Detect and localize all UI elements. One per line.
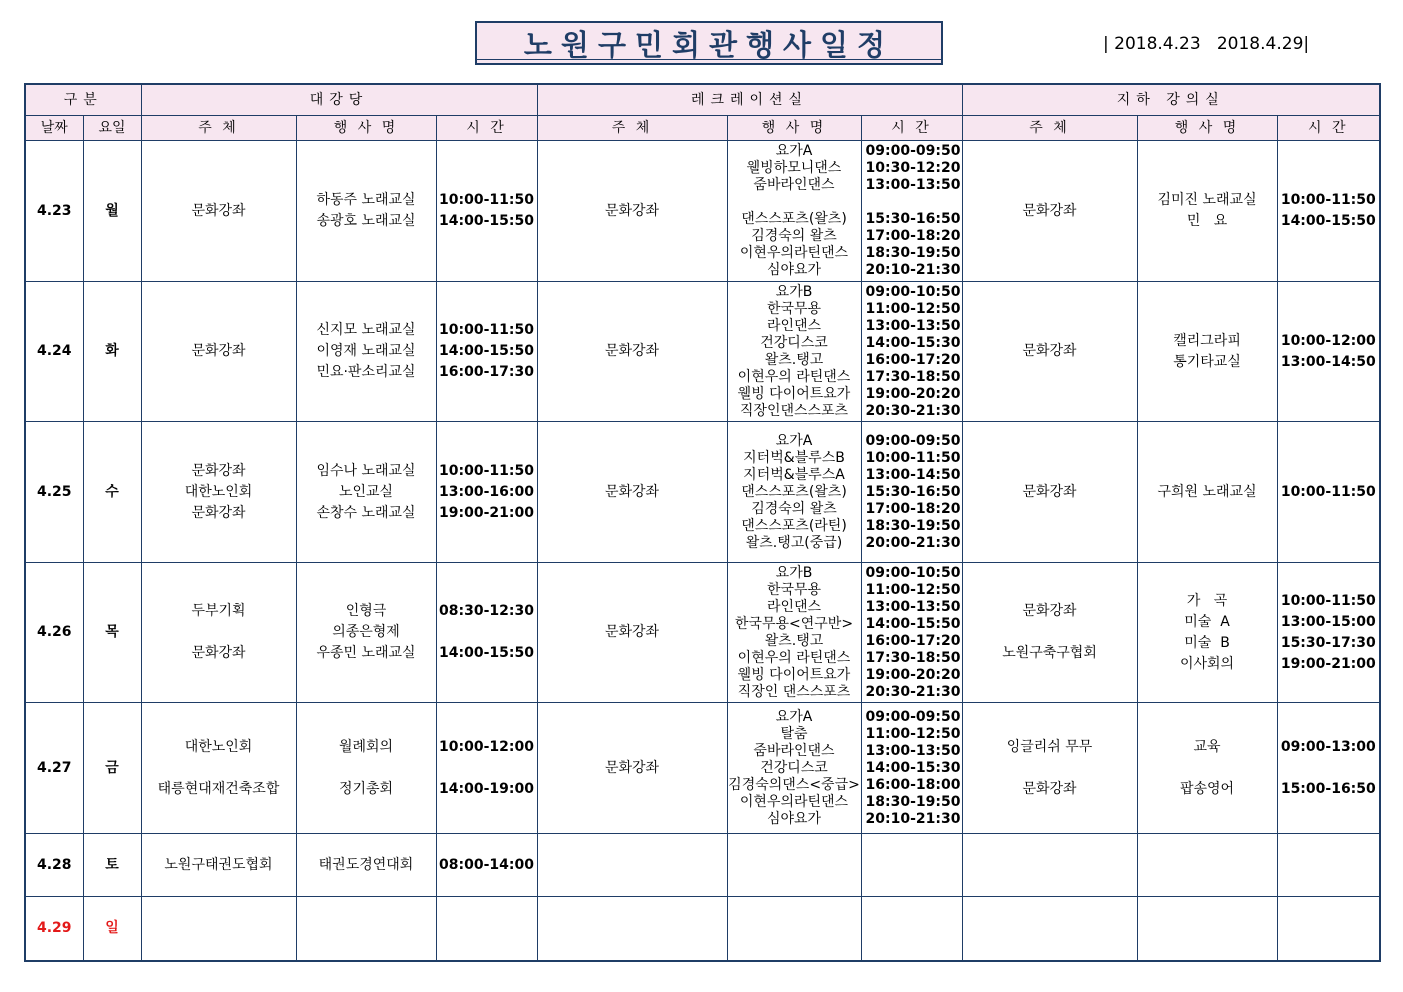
bas-event-line: 통기타교실 — [1173, 353, 1241, 370]
rec-host-line: 문화강좌 — [604, 759, 660, 776]
title-box — [475, 21, 943, 65]
rec-event-line: 지터벅&블루스A — [743, 466, 845, 483]
rec-time-line: 17:30-18:50 — [865, 368, 961, 385]
rec-time-line: 15:30-16:50 — [865, 211, 961, 227]
rec-event-line: 김경숙의댄스<중급> — [728, 776, 860, 793]
aud-time-cell — [436, 282, 537, 422]
weekday-cell: 화 — [83, 282, 141, 422]
rec-time-line: 14:00-15:50 — [865, 615, 961, 632]
aud-time-cell — [436, 897, 537, 961]
rec-time-line: 11:00-12:50 — [865, 300, 961, 317]
aud-event-line: 의종은형제 — [332, 624, 400, 640]
rec-event-line: 이현우의라틴댄스 — [739, 245, 849, 261]
aud-time-line: 14:00-15:50 — [439, 343, 534, 359]
aud-host-line: 대한노인회 — [184, 738, 253, 755]
rec-host-cell — [537, 141, 727, 282]
rec-time-line: 13:00-13:50 — [865, 598, 961, 615]
bas-time-cell — [1277, 422, 1380, 563]
aud-time-cell — [436, 141, 537, 282]
rec-time-line: 20:10-21:30 — [865, 810, 961, 827]
aud-event-line: 인형극 — [345, 603, 387, 619]
rec-host-cell — [537, 422, 727, 563]
rec-time-line: 10:00-11:50 — [865, 449, 961, 466]
rec-time-cell — [861, 897, 962, 961]
aud-time-line: 10:00-11:50 — [439, 192, 534, 208]
aud-event-line: 이영재 노래교실 — [316, 343, 416, 359]
aud-event-cell — [296, 703, 436, 834]
rec-event-line: 댄스스포츠(왈츠) — [741, 211, 847, 227]
aud-time-line: 08:00-14:00 — [439, 856, 534, 873]
bas-time-line: 19:00-21:00 — [1280, 655, 1376, 672]
schedule-body — [25, 141, 1380, 961]
bas-time-line: 10:00-11:50 — [1280, 483, 1376, 500]
rec-time-line: 18:30-19:50 — [865, 793, 961, 810]
bas-host-cell — [962, 282, 1137, 422]
rec-event-line: 웰빙하모니댄스 — [746, 160, 842, 176]
date-cell: 4.28 — [25, 834, 83, 897]
aud-event-cell — [296, 563, 436, 703]
aud-time-line: 08:30-12:30 — [439, 603, 534, 619]
rec-event-line: 줌바라인댄스 — [753, 177, 835, 193]
rec-event-line: 요가A — [775, 708, 813, 725]
aud-time-line: 19:00-21:00 — [439, 504, 534, 521]
aud-event-line: 노인교실 — [338, 483, 394, 500]
bas-event-cell — [1137, 282, 1277, 422]
header-rec-time: 시 간 — [861, 116, 962, 141]
aud-host-cell — [141, 834, 296, 897]
rec-event-line: 웰빙 다이어트요가 — [737, 666, 851, 683]
rec-time-line: 15:30-16:50 — [865, 483, 961, 500]
header-rec-host: 주 체 — [537, 116, 727, 141]
rec-event-cell — [727, 897, 861, 961]
rec-event-line: 건강디스코 — [760, 759, 828, 776]
header-aud-event: 행 사 명 — [296, 116, 436, 141]
page-title: 노원구민회관행사일정 — [523, 27, 895, 62]
rec-event-cell — [727, 282, 861, 422]
rec-event-cell — [727, 141, 861, 282]
rec-time-line: 09:00-09:50 — [865, 432, 961, 449]
rec-time-line: 14:00-15:30 — [865, 759, 961, 776]
bas-event-line: 미술 A — [1184, 613, 1230, 630]
bas-host-cell — [962, 141, 1137, 282]
schedule-row — [25, 703, 1380, 834]
bas-host-line: 문화강좌 — [1022, 603, 1077, 619]
rec-event-line: 요가A — [775, 143, 813, 159]
schedule-row — [25, 422, 1380, 563]
rec-event-cell — [727, 703, 861, 834]
aud-host-cell — [141, 141, 296, 282]
bas-time-line: 09:00-13:00 — [1280, 738, 1376, 755]
rec-event-cell — [727, 422, 861, 563]
aud-event-line: 민요·판소리교실 — [316, 364, 416, 380]
rec-host-cell — [537, 282, 727, 422]
date-cell: 4.26 — [25, 563, 83, 703]
bas-time-line: 13:00-15:00 — [1280, 613, 1376, 630]
bas-event-line: 가 곡 — [1186, 592, 1228, 609]
rec-event-line: 요가A — [775, 432, 813, 449]
aud-host-cell — [141, 897, 296, 961]
rec-time-line: 09:00-09:50 — [865, 143, 961, 159]
schedule-table — [24, 83, 1381, 962]
bas-event-line: 이사회의 — [1179, 655, 1235, 672]
bas-event-cell — [1137, 703, 1277, 834]
rec-time-line: 17:00-18:20 — [865, 500, 961, 517]
rec-time-line: 20:10-21:30 — [865, 262, 961, 278]
rec-event-line: 심야요가 — [766, 810, 822, 827]
date-range: | 2018.4.23 2018.4.29| — [1103, 34, 1310, 54]
rec-time-line: 13:00-13:50 — [865, 177, 961, 193]
aud-event-cell — [296, 141, 436, 282]
schedule-row — [25, 141, 1380, 282]
date-cell: 4.27 — [25, 703, 83, 834]
weekday-cell: 금 — [83, 703, 141, 834]
rec-time-line: 19:00-20:20 — [865, 666, 961, 683]
rec-event-line: 심야요가 — [766, 262, 822, 278]
weekday-cell: 토 — [83, 834, 141, 897]
bas-host-line: 문화강좌 — [1022, 483, 1077, 500]
bas-event-line: 김미진 노래교실 — [1157, 192, 1257, 208]
rec-time-line: 09:00-10:50 — [865, 564, 961, 581]
rec-event-line: 이현우의 라틴댄스 — [737, 649, 851, 666]
rec-time-line: 16:00-17:20 — [865, 632, 961, 649]
header-category: 구분 — [25, 84, 141, 116]
rec-time-cell — [861, 282, 962, 422]
aud-time-cell — [436, 834, 537, 897]
rec-event-line: 라인댄스 — [766, 317, 822, 334]
aud-event-line: 우종민 노래교실 — [316, 645, 416, 661]
aud-event-line: 정기총회 — [338, 780, 394, 797]
aud-host-cell — [141, 282, 296, 422]
bas-event-cell — [1137, 897, 1277, 961]
weekday-cell: 수 — [83, 422, 141, 563]
rec-time-line: 19:00-20:20 — [865, 385, 961, 402]
aud-time-line: 13:00-16:00 — [439, 483, 534, 500]
rec-event-line: 줌바라인댄스 — [753, 742, 835, 759]
bas-time-line: 13:00-14:50 — [1280, 353, 1376, 370]
rec-time-line: 18:30-19:50 — [865, 245, 961, 261]
bas-event-line: 교육 — [1193, 738, 1221, 755]
rec-time-line: 13:00-13:50 — [865, 742, 961, 759]
aud-event-line: 신지모 노래교실 — [316, 322, 416, 338]
aud-event-cell — [296, 897, 436, 961]
header-aud-host: 주 체 — [141, 116, 296, 141]
schedule-row — [25, 282, 1380, 422]
header-auditorium: 대강당 — [141, 84, 537, 116]
rec-time-cell — [861, 141, 962, 282]
aud-time-cell — [436, 563, 537, 703]
header-basement: 지하 강의실 — [962, 84, 1380, 116]
weekday-cell: 목 — [83, 563, 141, 703]
bas-time-line: 10:00-12:00 — [1280, 332, 1376, 349]
bas-time-cell — [1277, 834, 1380, 897]
aud-time-line: 16:00-17:30 — [439, 364, 534, 380]
rec-event-line: 웰빙 다이어트요가 — [737, 385, 851, 402]
aud-host-line: 문화강좌 — [191, 202, 246, 219]
bas-host-cell — [962, 834, 1137, 897]
rec-time-cell — [861, 834, 962, 897]
rec-event-line: 한국무용 — [766, 300, 822, 317]
date-cell: 4.25 — [25, 422, 83, 563]
header-rec-event: 행 사 명 — [727, 116, 861, 141]
aud-event-line: 월례회의 — [338, 738, 394, 755]
rec-event-line: 왈츠.탱고(중급) — [745, 534, 843, 551]
rec-time-line: 20:30-21:30 — [865, 683, 961, 700]
bas-host-line: 노원구축구협회 — [1002, 645, 1097, 661]
aud-host-cell — [141, 563, 296, 703]
aud-time-cell — [436, 703, 537, 834]
schedule-row — [25, 834, 1380, 897]
rec-time-line: 14:00-15:30 — [865, 334, 961, 351]
bas-time-line: 10:00-11:50 — [1280, 592, 1376, 609]
date-cell: 4.24 — [25, 282, 83, 422]
aud-host-cell — [141, 422, 296, 563]
aud-event-line: 임수나 노래교실 — [316, 462, 416, 479]
aud-host-line: 문화강좌 — [191, 645, 246, 661]
bas-time-cell — [1277, 703, 1380, 834]
rec-time-line: 13:00-14:50 — [865, 466, 961, 483]
rec-host-cell — [537, 563, 727, 703]
rec-time-line: 18:30-19:50 — [865, 517, 961, 534]
bas-event-cell — [1137, 141, 1277, 282]
rec-event-line: 라인댄스 — [766, 598, 822, 615]
rec-time-line: 11:00-12:50 — [865, 725, 961, 742]
bas-event-line: 팝송영어 — [1179, 780, 1235, 797]
rec-event-line: 이현우의라틴댄스 — [739, 793, 849, 810]
rec-time-line: 20:00-21:30 — [865, 534, 961, 551]
rec-event-line: 직장인 댄스스포츠 — [737, 683, 851, 700]
rec-time-cell — [861, 563, 962, 703]
bas-event-line: 미술 B — [1184, 634, 1230, 651]
rec-event-line: 김경숙의 왈츠 — [751, 500, 837, 517]
rec-time-line: 17:30-18:50 — [865, 649, 961, 666]
rec-event-line: 건강디스코 — [760, 334, 828, 351]
bas-host-cell — [962, 703, 1137, 834]
rec-event-line: 탈춤 — [780, 725, 808, 742]
bas-time-cell — [1277, 897, 1380, 961]
aud-event-line: 송광호 노래교실 — [316, 213, 416, 229]
bas-host-cell — [962, 897, 1137, 961]
aud-event-cell — [296, 422, 436, 563]
weekday-cell: 월 — [83, 141, 141, 282]
header-bas-host: 주 체 — [962, 116, 1137, 141]
header-recreation: 레크레이션실 — [537, 84, 962, 116]
rec-host-line: 문화강좌 — [604, 624, 660, 640]
bas-event-cell — [1137, 422, 1277, 563]
rec-event-line: 요가B — [775, 564, 813, 581]
header-aud-time: 시 간 — [436, 116, 537, 141]
bas-host-line: 문화강좌 — [1022, 343, 1077, 359]
rec-event-line: 이현우의 라틴댄스 — [737, 368, 851, 385]
header-row-groups — [25, 84, 1380, 116]
header-row-columns — [25, 116, 1380, 141]
bas-event-line: 캘리그라피 — [1173, 332, 1241, 349]
bas-host-cell — [962, 422, 1137, 563]
aud-time-line: 10:00-11:50 — [439, 462, 534, 479]
rec-event-line: 댄스스포츠(왈츠) — [741, 483, 847, 500]
weekday-cell: 일 — [83, 897, 141, 961]
bas-event-cell — [1137, 563, 1277, 703]
rec-time-line: 09:00-10:50 — [865, 283, 961, 300]
aud-host-cell — [141, 703, 296, 834]
aud-time-cell — [436, 422, 537, 563]
bas-time-line: 14:00-15:50 — [1280, 213, 1376, 229]
aud-host-line: 문화강좌 — [191, 462, 246, 479]
schedule-row — [25, 563, 1380, 703]
header-weekday: 요일 — [83, 116, 141, 141]
bas-event-line: 구희원 노래교실 — [1157, 483, 1257, 500]
rec-time-line: 10:30-12:20 — [865, 160, 961, 176]
rec-event-line: 한국무용<연구반> — [734, 615, 854, 632]
bas-time-cell — [1277, 282, 1380, 422]
rec-event-line: 지터벅&블루스B — [743, 449, 845, 466]
aud-host-line: 두부기획 — [191, 603, 246, 619]
aud-time-line: 14:00-15:50 — [439, 645, 534, 661]
rec-host-cell — [537, 834, 727, 897]
rec-event-cell — [727, 834, 861, 897]
aud-time-line: 10:00-11:50 — [439, 322, 534, 338]
bas-host-line: 문화강좌 — [1022, 202, 1077, 219]
schedule-row — [25, 897, 1380, 961]
rec-time-cell — [861, 422, 962, 563]
rec-time-line: 11:00-12:50 — [865, 581, 961, 598]
bas-host-line: 문화강좌 — [1022, 780, 1077, 797]
bas-time-line: 15:30-17:30 — [1280, 634, 1376, 651]
rec-time-line: 16:00-17:20 — [865, 351, 961, 368]
rec-time-cell — [861, 703, 962, 834]
rec-host-cell — [537, 703, 727, 834]
bas-time-line: 10:00-11:50 — [1280, 192, 1376, 208]
rec-event-line: 왈츠.탱고 — [764, 351, 824, 368]
rec-time-line: 20:30-21:30 — [865, 402, 961, 419]
date-cell: 4.23 — [25, 141, 83, 282]
aud-event-line: 손창수 노래교실 — [316, 504, 416, 521]
rec-event-line: 김경숙의 왈츠 — [751, 228, 837, 244]
rec-time-line: 17:00-18:20 — [865, 228, 961, 244]
rec-event-line: 한국무용 — [766, 581, 822, 598]
header-bas-event: 행 사 명 — [1137, 116, 1277, 141]
aud-event-cell — [296, 834, 436, 897]
aud-host-line: 문화강좌 — [191, 504, 246, 521]
bas-time-cell — [1277, 563, 1380, 703]
bas-host-line: 잉글리쉬 무무 — [1006, 738, 1093, 755]
aud-host-line: 대한노인회 — [184, 483, 253, 500]
aud-time-line: 14:00-15:50 — [439, 213, 534, 229]
bas-host-cell — [962, 563, 1137, 703]
aud-event-cell — [296, 282, 436, 422]
aud-host-line: 노원구태권도협회 — [164, 856, 273, 873]
rec-host-line: 문화강좌 — [604, 483, 660, 500]
bas-time-line: 15:00-16:50 — [1280, 780, 1376, 797]
rec-host-line: 문화강좌 — [604, 343, 660, 359]
rec-host-cell — [537, 897, 727, 961]
rec-event-line: 댄스스포츠(라틴) — [741, 517, 847, 534]
rec-host-line: 문화강좌 — [604, 202, 660, 219]
header-date: 날짜 — [25, 116, 83, 141]
header-bas-time: 시 간 — [1277, 116, 1380, 141]
aud-host-line: 문화강좌 — [191, 343, 246, 359]
rec-time-line: 13:00-13:50 — [865, 317, 961, 334]
rec-time-line: 09:00-09:50 — [865, 708, 961, 725]
bas-event-line: 민 요 — [1186, 213, 1228, 229]
aud-time-line: 10:00-12:00 — [439, 738, 534, 755]
aud-event-line: 태권도경연대회 — [318, 856, 414, 873]
aud-host-line: 태릉현대재건축조합 — [157, 780, 280, 797]
date-cell: 4.29 — [25, 897, 83, 961]
aud-time-line: 14:00-19:00 — [439, 780, 534, 797]
rec-event-cell — [727, 563, 861, 703]
rec-event-line: 왈츠.탱고 — [764, 632, 824, 649]
rec-time-line: 16:00-18:00 — [865, 776, 961, 793]
bas-event-cell — [1137, 834, 1277, 897]
bas-time-cell — [1277, 141, 1380, 282]
aud-event-line: 하동주 노래교실 — [316, 192, 416, 208]
rec-event-line: 직장인댄스스포츠 — [739, 402, 849, 419]
rec-event-line: 요가B — [775, 283, 813, 300]
